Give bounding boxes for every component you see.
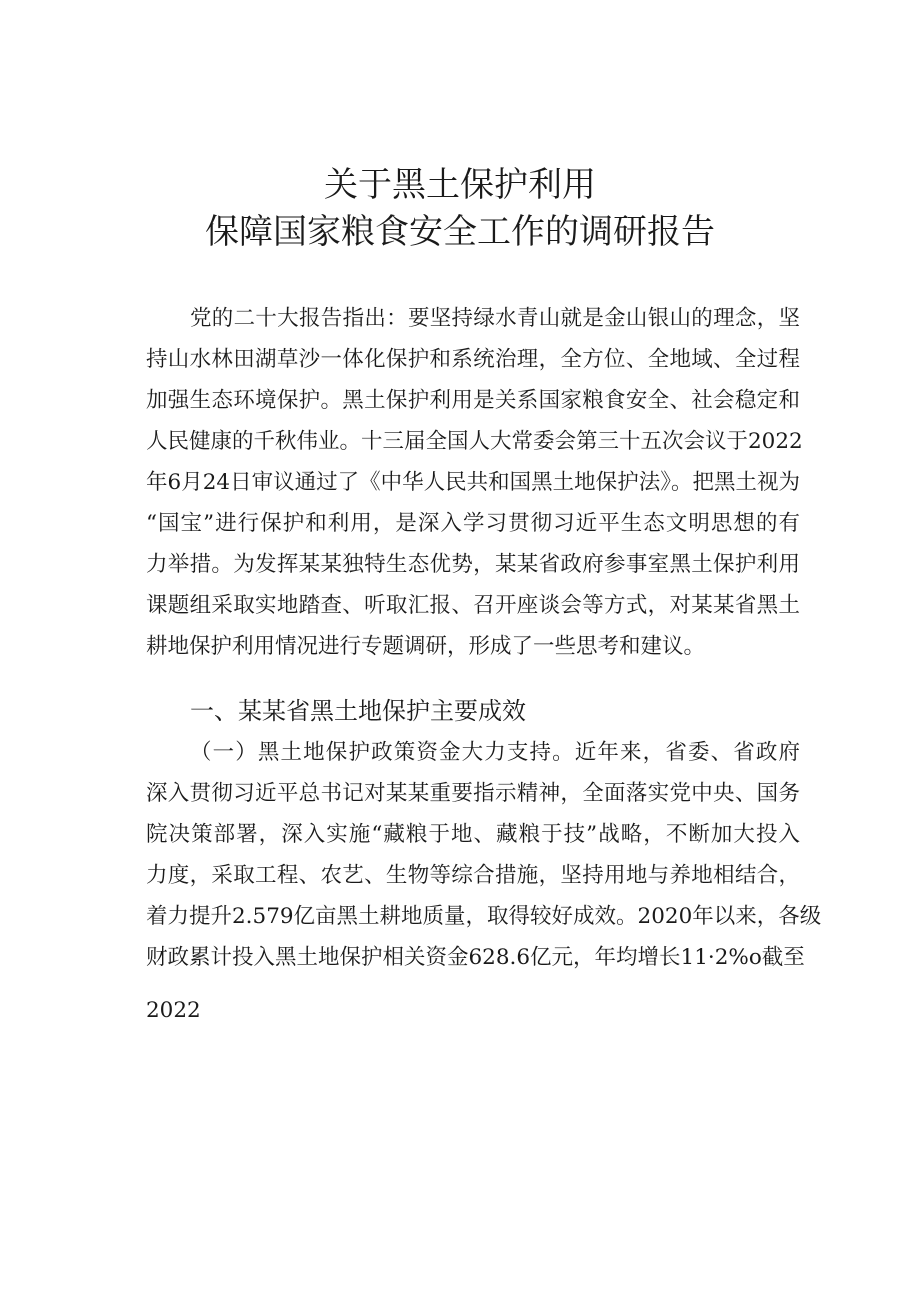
- intro-paragraph-line: 课题组采取实地踏查、听取汇报、召开座谈会等方式，对某某省黑土: [146, 593, 800, 618]
- section-paragraph-line: 院决策部署，深入实施“藏粮于地、藏粮于技”战略，不断加大投入: [146, 822, 800, 847]
- intro-paragraph-line: 持山水林田湖草沙一体化保护和系统治理，全方位、全地域、全过程: [146, 347, 800, 372]
- document-title-line-1: 关于黑土保护利用: [324, 165, 596, 205]
- intro-paragraph-line: 党的二十大报告指出：要坚持绿水青山就是金山银山的理念，坚: [190, 306, 800, 331]
- intro-paragraph-line: 耕地保护利用情况进行专题调研，形成了一些思考和建议。: [146, 634, 706, 659]
- section-heading: 一、某某省黑土地保护主要成效: [190, 697, 526, 725]
- section-paragraph-line: 着力提升2.579亿亩黑土耕地质量，取得较好成效。2020年以来，各级: [146, 904, 822, 929]
- intro-paragraph-line: 年6月24日审议通过了《中华人民共和国黑土地保护法》。把黑土视为: [146, 470, 800, 495]
- section-paragraph-line: 力度，采取工程、农艺、生物等综合措施，坚持用地与养地相结合，: [146, 863, 800, 888]
- intro-paragraph-line: 力举措。为发挥某某独特生态优势，某某省政府参事室黑土保护利用: [146, 552, 800, 577]
- section-paragraph-line: 财政累计投入黑土地保护相关资金628.6亿元，年均增长11·2%o截至: [146, 945, 805, 970]
- intro-paragraph-line: 人民健康的千秋伟业。十三届全国人大常委会第三十五次会议于2022: [146, 429, 803, 454]
- section-paragraph-line: （一）黑土地保护政策资金大力支持。近年来，省委、省政府: [190, 740, 800, 765]
- section-paragraph-line: 深入贯彻习近平总书记对某某重要指示精神，全面落实党中央、国务: [146, 781, 800, 806]
- document-title-line-2: 保障国家粮食安全工作的调研报告: [205, 212, 715, 252]
- intro-paragraph-line: “国宝”进行保护和利用，是深入学习贯彻习近平生态文明思想的有: [146, 511, 800, 536]
- section-paragraph-line: 2022: [146, 998, 201, 1023]
- intro-paragraph-line: 加强生态环境保护。黑土保护利用是关系国家粮食安全、社会稳定和: [146, 388, 800, 413]
